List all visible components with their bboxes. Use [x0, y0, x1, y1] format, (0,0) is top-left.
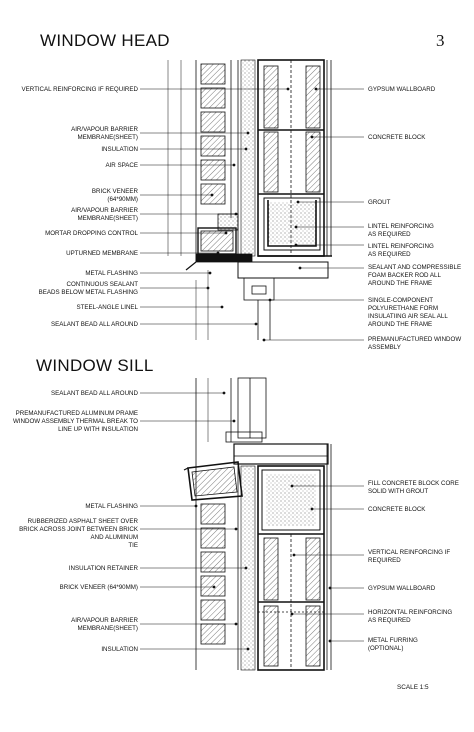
sill-label-vertical-reinforcing: VERTICAL REINFORCING IF REQUIRED — [368, 549, 451, 564]
head-label-brick-veneer: BRICK VENEER (64*90MM) — [91, 188, 138, 203]
sill-label-air-vapour-barrier: AIR/VAPOUR BARRIER MEMBRANE(SHEET) — [71, 617, 138, 632]
sill-label-gypsum: GYPSUM WALLBOARD — [368, 585, 436, 592]
head-label-polyurethane: SINGLE-COMPONENT POLYURETHANE FORM INSULATIING AIR SEAL ALL AROUND THE FRAME — [368, 297, 448, 328]
head-label-window-assembly: PREMANUFACTURED WINDOW ASSEMBLY — [368, 336, 462, 351]
head-label-metal-flashing: METAL FLASHING — [85, 270, 138, 277]
sill-label-sealant-bead: SEALANT BEAD ALL AROUND — [50, 390, 138, 397]
sill-label-rubberized-asphalt: RUBBERIZED ASPHALT SHEET OVER BRICK ACROSS JOINT BETWEEN BRICK AND ALUMINUM TIE — [19, 518, 138, 549]
sill-label-metal-flashing: METAL FLASHING — [85, 503, 138, 510]
sill-brick-veneer — [201, 504, 225, 644]
scale-note: SCALE 1:5 — [397, 684, 429, 691]
head-label-lintel-reinforcing-1: LINTEL REINFORCING AS REQUIRED — [368, 223, 434, 238]
head-label-concrete-block: CONCRETE BLOCK — [368, 134, 426, 141]
sill-label-aluminum-frame: PREMANUFACTURED ALUMINUM PRAME WINDOW ASSEMBLY THERMAL BREAK TO LINE UP WITH INSULATION — [12, 410, 138, 433]
head-label-grout: GROUT — [368, 199, 391, 206]
head-label-sealant-bead: SEALANT BEAD ALL AROUND — [50, 321, 138, 328]
sill-label-insulation: INSULATION — [101, 646, 138, 653]
head-brick-veneer — [201, 64, 225, 204]
sill-detail — [184, 378, 331, 670]
head-label-air-vapour-barrier-2: AIR/VAPOUR BARRIER MEMBRANE(SHEET) — [71, 207, 138, 222]
head-label-mortar-dropping: MORTAR DROPPING CONTROL — [45, 230, 138, 237]
window-head-title: WINDOW HEAD — [40, 31, 170, 50]
sill-label-brick-veneer: BRICK VENEER (64*90MM) — [59, 584, 138, 591]
sill-label-fill-concrete: FILL CONCRETE BLOCK CORE SOLID WITH GROUT — [368, 480, 459, 495]
sill-label-horizontal-reinforcing: HORIZONTAL REINFORCING AS REQUIRED — [368, 609, 453, 624]
sill-label-concrete-block: CONCRETE BLOCK — [368, 506, 426, 513]
head-label-continuous-sealant: CONTINUOUS SEALANT BEADS BELOW METAL FLASHING — [38, 281, 138, 296]
head-label-upturned-membrane: UPTURNED MEMBRANE — [66, 250, 138, 257]
head-label-lintel-reinforcing-2: LINTEL REINFORCING AS REQUIRED — [368, 243, 434, 258]
head-label-vertical-reinforcing: VERTICAL REINFORCING IF REQUIRED — [21, 86, 138, 93]
head-detail — [168, 60, 332, 340]
head-label-air-space: AIR SPACE — [105, 162, 138, 169]
head-label-gypsum: GYPSUM WALLBOARD — [368, 86, 436, 93]
head-label-sealant-foam: SEALANT AND COMPRESSIBLE FOAM BACKER ROD ALL AROUND THE FRAME — [368, 264, 462, 287]
window-sill-title: WINDOW SILL — [36, 356, 154, 375]
head-label-steel-angle: STEEL-ANGLE LINEL — [76, 304, 138, 311]
head-label-air-vapour-barrier: AIR/VAPOUR BARRIER MEMBRANE(SHEET) — [71, 126, 138, 141]
head-label-insulation: INSULATION — [101, 146, 138, 153]
sill-label-metal-furring: METAL FURRING (OPTIONAL) — [368, 637, 418, 652]
page-number: 3 — [436, 31, 445, 50]
sill-label-insulation-retainer: INSULATION RETAINER — [68, 565, 138, 572]
